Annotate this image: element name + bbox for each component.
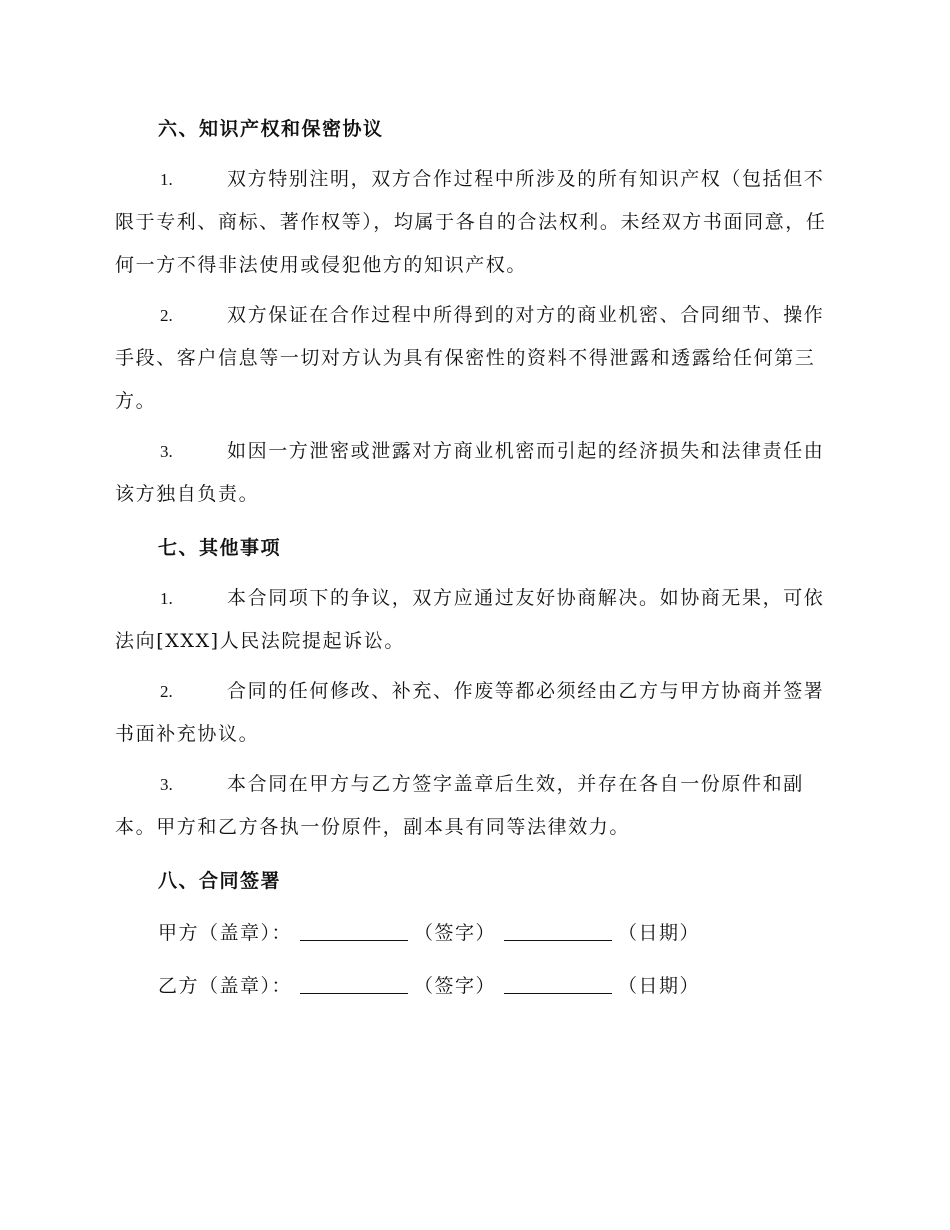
section-7-clause-3	[115, 763, 835, 849]
party-a-sign-label: （签字）	[414, 922, 497, 944]
clause-number: 1.	[160, 589, 173, 608]
clause-text: 合同的任何修改、补充、作废等都必须经由乙方与甲方协商并签署书面补充协议。	[115, 680, 825, 745]
party-b-date-label: （日期）	[618, 975, 701, 997]
party-b-sign-blank[interactable]	[504, 975, 612, 994]
party-a-signature-line	[158, 918, 700, 945]
party-b-signature-line	[158, 971, 700, 998]
clause-text: 本合同在甲方与乙方签字盖章后生效，并存在各自一份原件和副本。甲方和乙方各执一份原件，副本具有同等法律效力。	[115, 773, 804, 838]
section-6-clause-2	[115, 294, 835, 423]
section-7-clause-1	[115, 577, 835, 663]
section-8-heading: 八、合同签署	[158, 870, 282, 892]
party-b-sign-label: （签字）	[414, 975, 497, 997]
party-b-seal-blank[interactable]	[300, 975, 408, 994]
clause-text: 如因一方泄密或泄露对方商业机密而引起的经济损失和法律责任由该方独自负责。	[115, 440, 825, 505]
section-7-clause-2	[115, 670, 835, 756]
clause-number: 1.	[160, 170, 173, 189]
clause-number: 3.	[160, 775, 173, 794]
party-b-seal-label: 乙方（盖章）：	[158, 975, 293, 997]
clause-number: 3.	[160, 442, 173, 461]
party-a-sign-blank[interactable]	[504, 922, 612, 941]
party-a-seal-blank[interactable]	[300, 922, 408, 941]
section-6-heading: 六、知识产权和保密协议	[158, 118, 384, 140]
party-a-date-label: （日期）	[618, 922, 701, 944]
section-6-clause-3	[115, 430, 835, 516]
clause-number: 2.	[160, 306, 173, 325]
clause-text: 本合同项下的争议，双方应通过友好协商解决。如协商无果，可依法向[XXX]人民法院提起诉讼。	[115, 587, 825, 652]
clause-text: 双方保证在合作过程中所得到的对方的商业机密、合同细节、操作手段、客户信息等一切对方认为具有保密性的资料不得泄露和透露给任何第三方。	[115, 304, 825, 412]
clause-number: 2.	[160, 682, 173, 701]
clause-text: 双方特别注明，双方合作过程中所涉及的所有知识产权（包括但不限于专利、商标、著作权等），均属于各自的合法权利。未经双方书面同意，任何一方不得非法使用或侵犯他方的知识产权。	[115, 168, 827, 276]
section-7-heading: 七、其他事项	[158, 537, 282, 559]
section-6-clause-1	[115, 158, 835, 287]
party-a-seal-label: 甲方（盖章）：	[158, 922, 293, 944]
